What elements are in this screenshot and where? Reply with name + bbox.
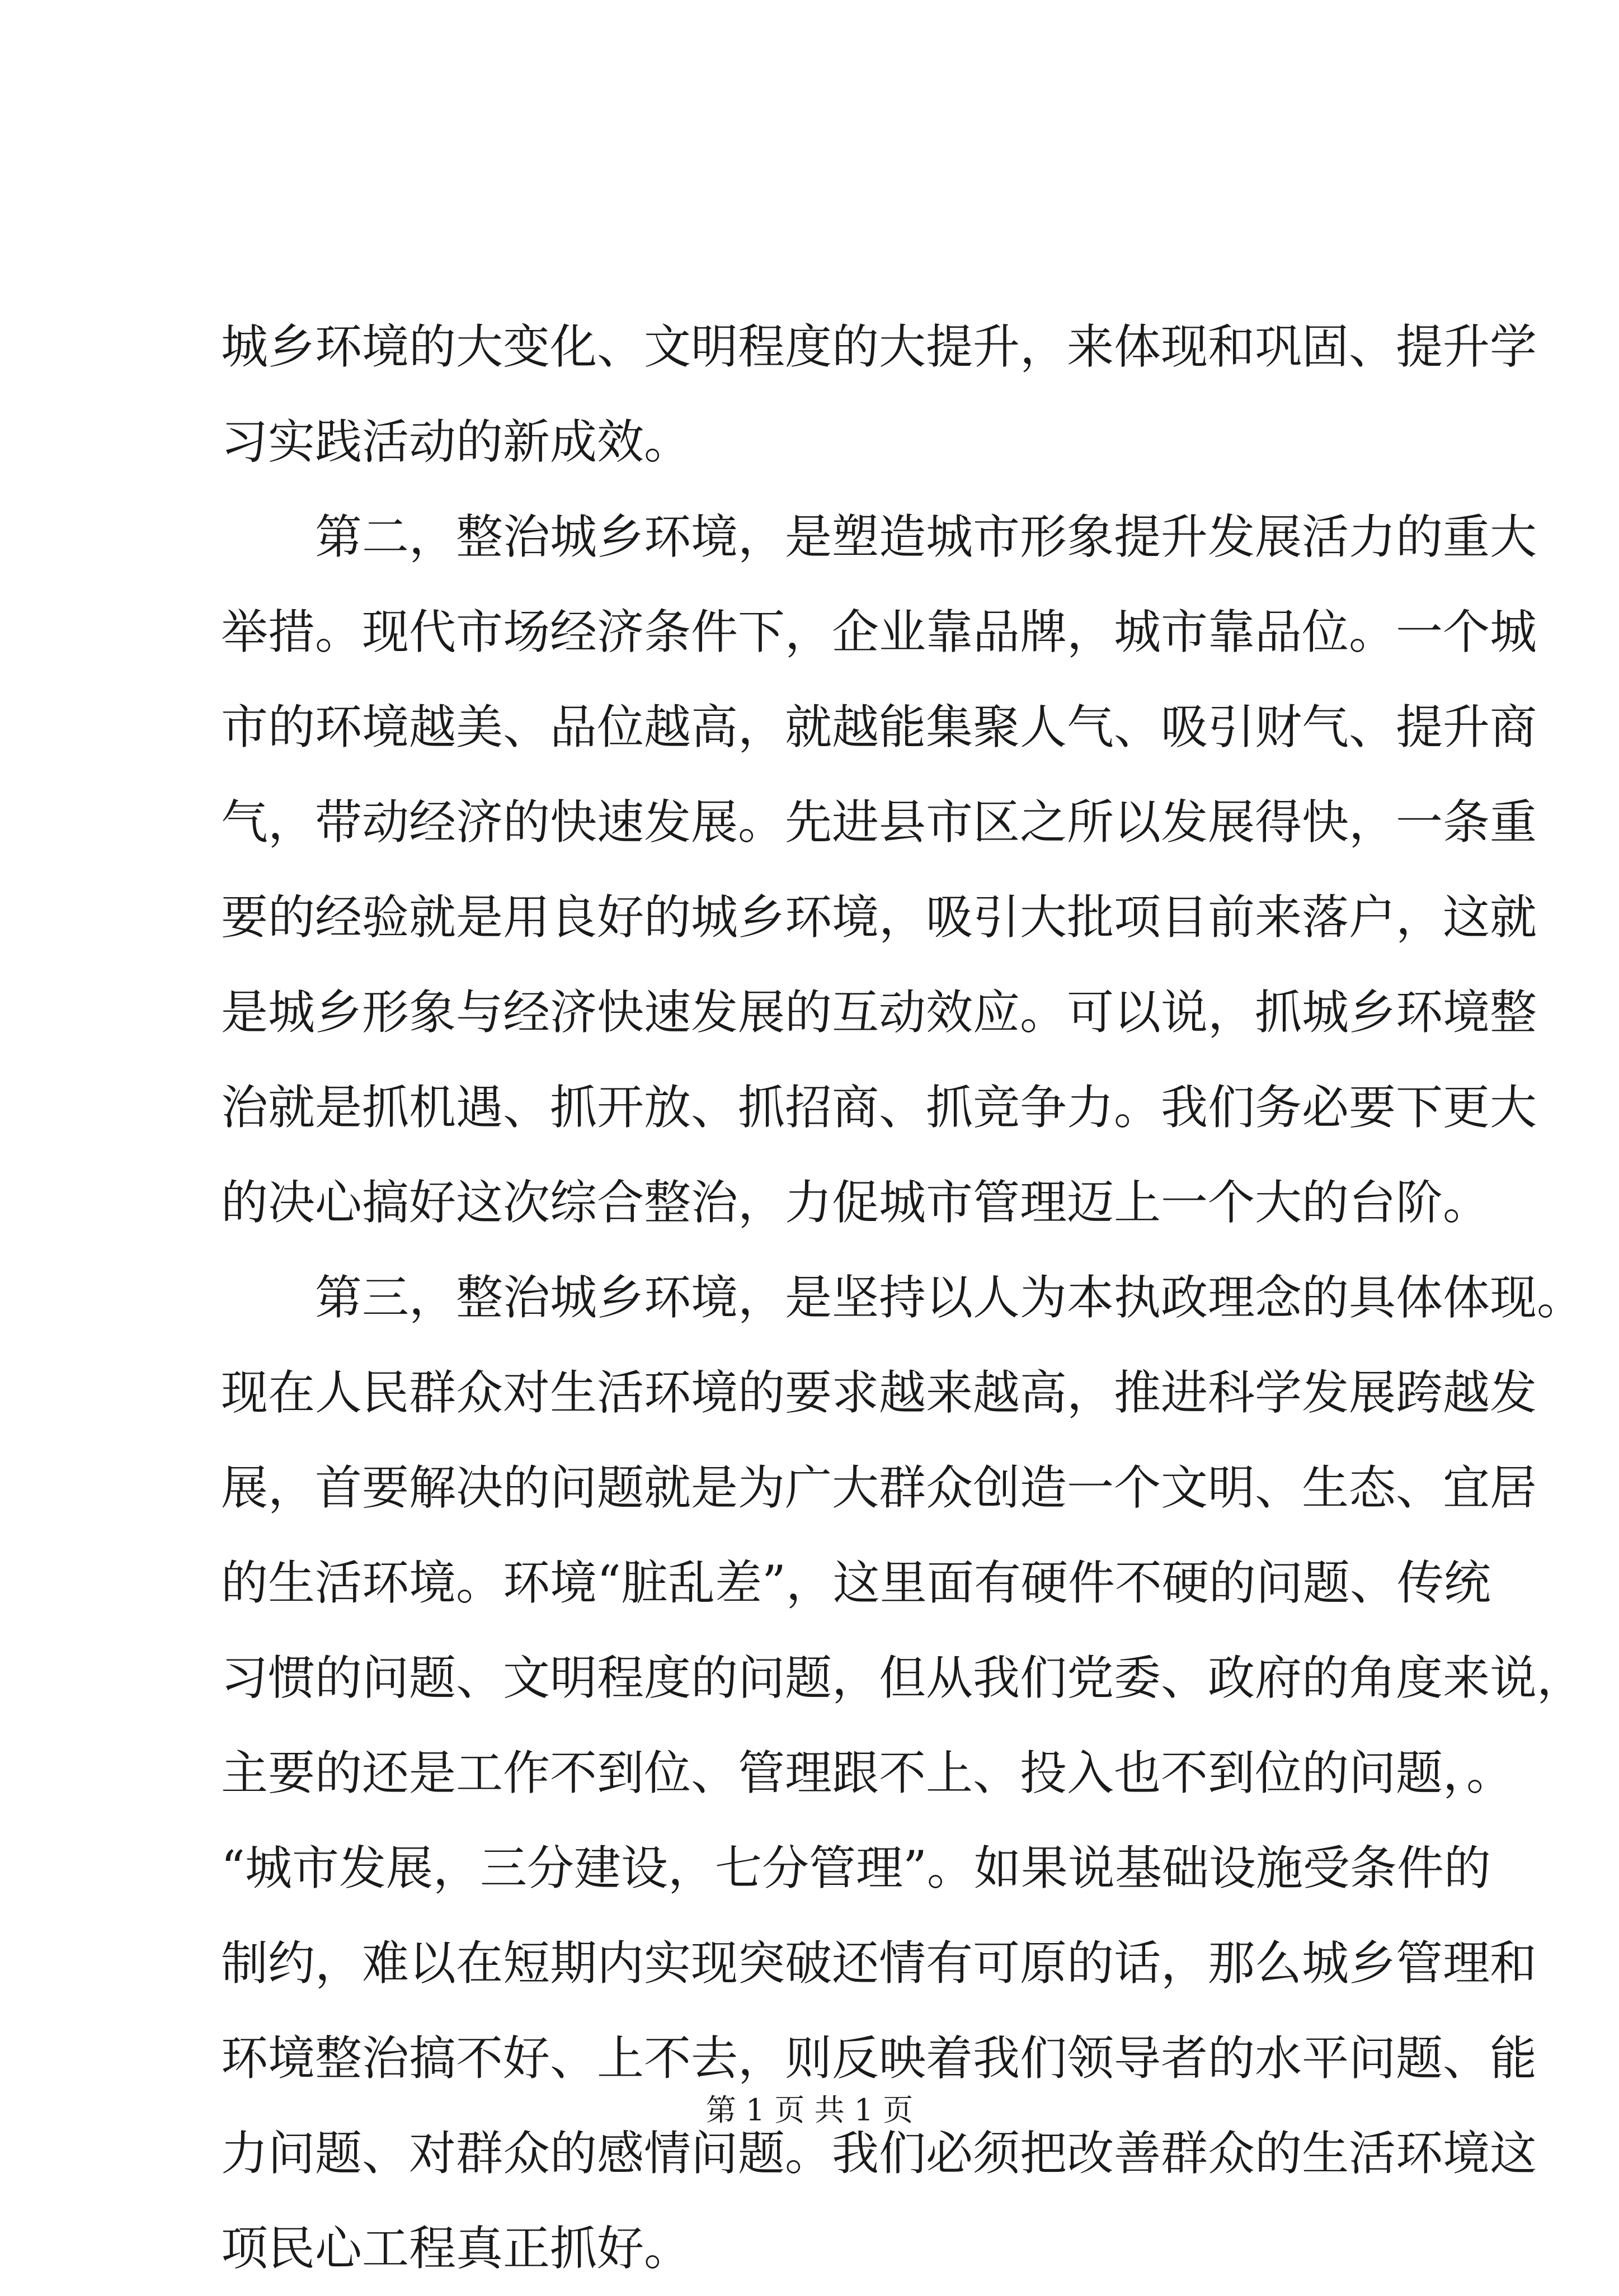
text-line: 现在人民群众对生活环境的要求越来越高，推进科学发展跨越发 (221, 1365, 1537, 1420)
text-line: 城乡环境的大变化、文明程度的大提升，来体现和巩固、提升学 (221, 319, 1537, 374)
text-line: 力问题、对群众的感情问题。我们必须把改善群众的生活环境这 (221, 2126, 1537, 2181)
text-line: 的生活环境。环境“脏乱差”，这里面有硬件不硬的问题、传统 (221, 1555, 1491, 1610)
text-line: 第三，整治城乡环境，是坚持以人为本执政理念的具体体现。 (315, 1270, 1584, 1325)
page-footer: 第 1 页 共 1 页 (705, 2092, 914, 2128)
text-line: 举措。现代市场经济条件下，企业靠品牌，城市靠品位。一个城 (221, 605, 1537, 659)
text-line: 项民心工程真正抓好。 (221, 2221, 691, 2276)
text-line: 治就是抓机遇、抓开放、抓招商、抓竞争力。我们务必要下更大 (221, 1080, 1537, 1135)
text-line: 是城乡形象与经济快速发展的互动效应。可以说，抓城乡环境整 (221, 985, 1537, 1040)
text-line: 制约，难以在短期内实现突破还情有可原的话，那么城乡管理和 (221, 1936, 1537, 1991)
text-line: 要的经验就是用良好的城乡环境，吸引大批项目前来落户，这就 (221, 890, 1537, 945)
text-line: 主要的还是工作不到位、管理跟不上、投入也不到位的问题，。 (221, 1746, 1514, 1800)
text-line: 第二，整治城乡环境，是塑造城市形象提升发展活力的重大 (315, 510, 1537, 564)
text-line: 的决心搞好这次综合整治，力促城市管理迈上一个大的台阶。 (221, 1175, 1490, 1230)
text-line: 环境整治搞不好、上不去，则反映着我们领导者的水平问题、能 (221, 2031, 1537, 2086)
text-line: 习惯的问题、文明程度的问题，但从我们党委、政府的角度来说， (221, 1651, 1584, 1705)
text-line: 市的环境越美、品位越高，就越能集聚人气、吸引财气、提升商 (221, 700, 1537, 755)
text-line: 展，首要解决的问题就是为广大群众创造一个文明、生态、宜居 (221, 1460, 1537, 1515)
text-line: 习实践活动的新成效。 (221, 414, 691, 469)
text-line: 气，带动经济的快速发展。先进县市区之所以发展得快，一条重 (221, 795, 1537, 850)
text-line: “城市发展，三分建设，七分管理”。如果说基础设施受条件的 (221, 1841, 1491, 1896)
document-body (221, 299, 1584, 2296)
